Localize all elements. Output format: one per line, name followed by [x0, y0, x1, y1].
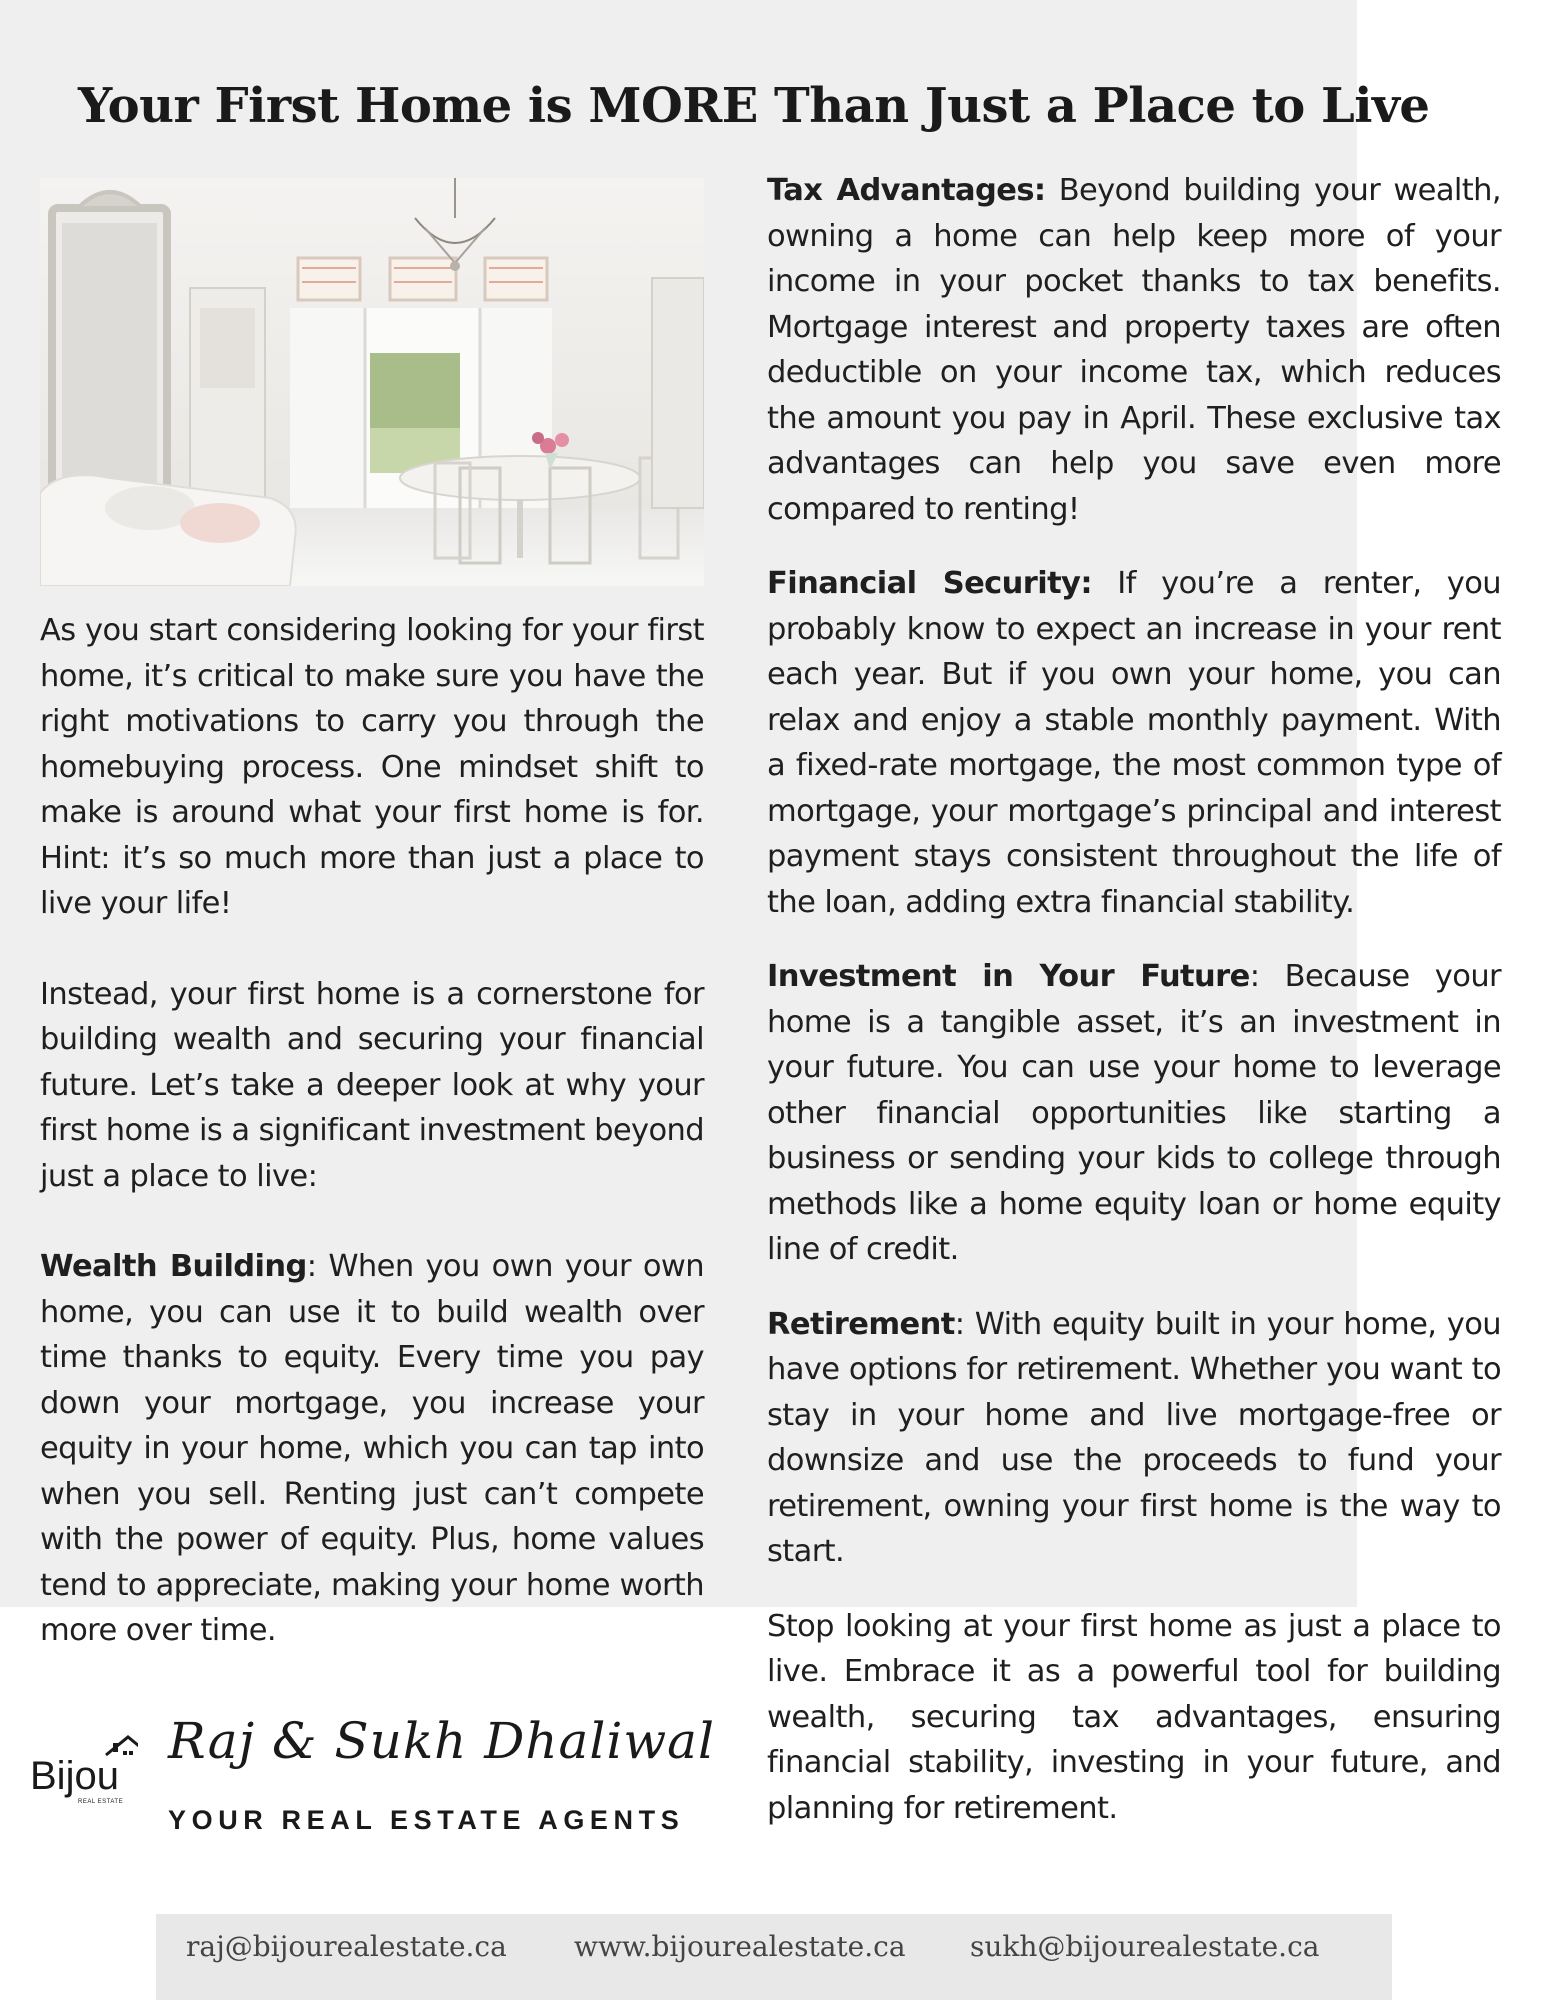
investment-label: Investment in Your Future	[767, 959, 1250, 994]
svg-text:Bijou: Bijou	[30, 1754, 119, 1798]
financial-security-paragraph	[767, 561, 1501, 925]
living-room-photo	[40, 178, 704, 586]
intro-paragraph-1: As you start considering looking for your first home, it’s critical to make sure you have the right motivations to carry you through the homebuying process. One mindset shift to make is around what your first home is for. Hint: it’s so much more than just a place to live your life!	[40, 613, 704, 921]
house-roof-icon	[28, 1727, 138, 1822]
closing-paragraph: Stop looking at your first home as just a place to live. Embrace it as a powerful tool for building wealth, securing tax advantages, ensuring financial stability, investing in your future, and planning for retirement.	[767, 1608, 1501, 1826]
tax-advantages-text: Beyond building your wealth, owning a home can help keep more of your income in your pocket thanks to tax benefits. Mortgage interest and property taxes are often deductible on your income tax, which reduces the amount you pay in April. These exclusive tax advantages can help you save even more compared to renting!	[767, 173, 1501, 527]
agents-tagline: YOUR REAL ESTATE AGENTS	[168, 1805, 685, 1835]
agents-signature: Raj & Sukh Dhaliwal	[168, 1712, 715, 1770]
intro-paragraph-2: Instead, your first home is a cornerstone for building wealth and securing your financial future. Let’s take a deeper look at why your first home is a significant investment beyond just a place to live:	[40, 976, 704, 1194]
right-column	[767, 168, 1501, 1831]
investment-paragraph	[767, 954, 1501, 1273]
tax-advantages-label: Tax Advantages:	[767, 173, 1046, 208]
wealth-building-label: Wealth Building	[40, 1249, 307, 1284]
email-link-raj[interactable]: raj@bijourealestate.ca	[186, 1930, 507, 1963]
financial-security-text: If you’re a renter, you probably know to expect an increase in your rent each year. But if you own your home, you can relax and enjoy a stable monthly payment. With a fixed-rate mortgage, the most common type of mortgage, your mortgage’s principal and interest payment stays consistent throughout the life of the loan, adding extra financial stability.	[767, 566, 1501, 920]
wealth-building-text: : When you own your own home, you can use it to build wealth over time thanks to equity. Every time you pay down your mortgage, you increase your equity in your home, which you can tap into when you sell. Renting just can’t compete with the power of equity. Plus, home values tend to appreciate, making your home worth more over time.	[40, 1249, 704, 1648]
retirement-text: : With equity built in your home, you have options for retirement. Whether you want to stay in your home and live mortgage-free or downsize and use the proceeds to fund your retirement, owning your first home is the way to start.	[767, 1306, 1501, 1569]
retirement-label: Retirement	[767, 1306, 955, 1342]
svg-text:REAL ESTATE: REAL ESTATE	[78, 1799, 124, 1805]
retirement-paragraph	[767, 1302, 1501, 1575]
investment-text: : Because your home is a tangible asset, it’s an investment in your future. You can use your home to leverage other financial opportunities like starting a business or sending your kids to college through methods like a home equity loan or home equity line of credit.	[767, 959, 1501, 1267]
wealth-building-paragraph	[40, 1244, 704, 1654]
left-column	[40, 608, 704, 1654]
website-link[interactable]: www.bijourealestate.ca	[574, 1930, 906, 1963]
tax-advantages-paragraph	[767, 168, 1501, 532]
bijou-logo	[28, 1727, 138, 1822]
white-living-room-photo-icon	[40, 178, 704, 586]
email-link-sukh[interactable]: sukh@bijourealestate.ca	[970, 1930, 1320, 1963]
page-title: Your First Home is MORE Than Just a Place to Live	[78, 78, 1430, 134]
financial-security-label: Financial Security:	[767, 566, 1092, 601]
